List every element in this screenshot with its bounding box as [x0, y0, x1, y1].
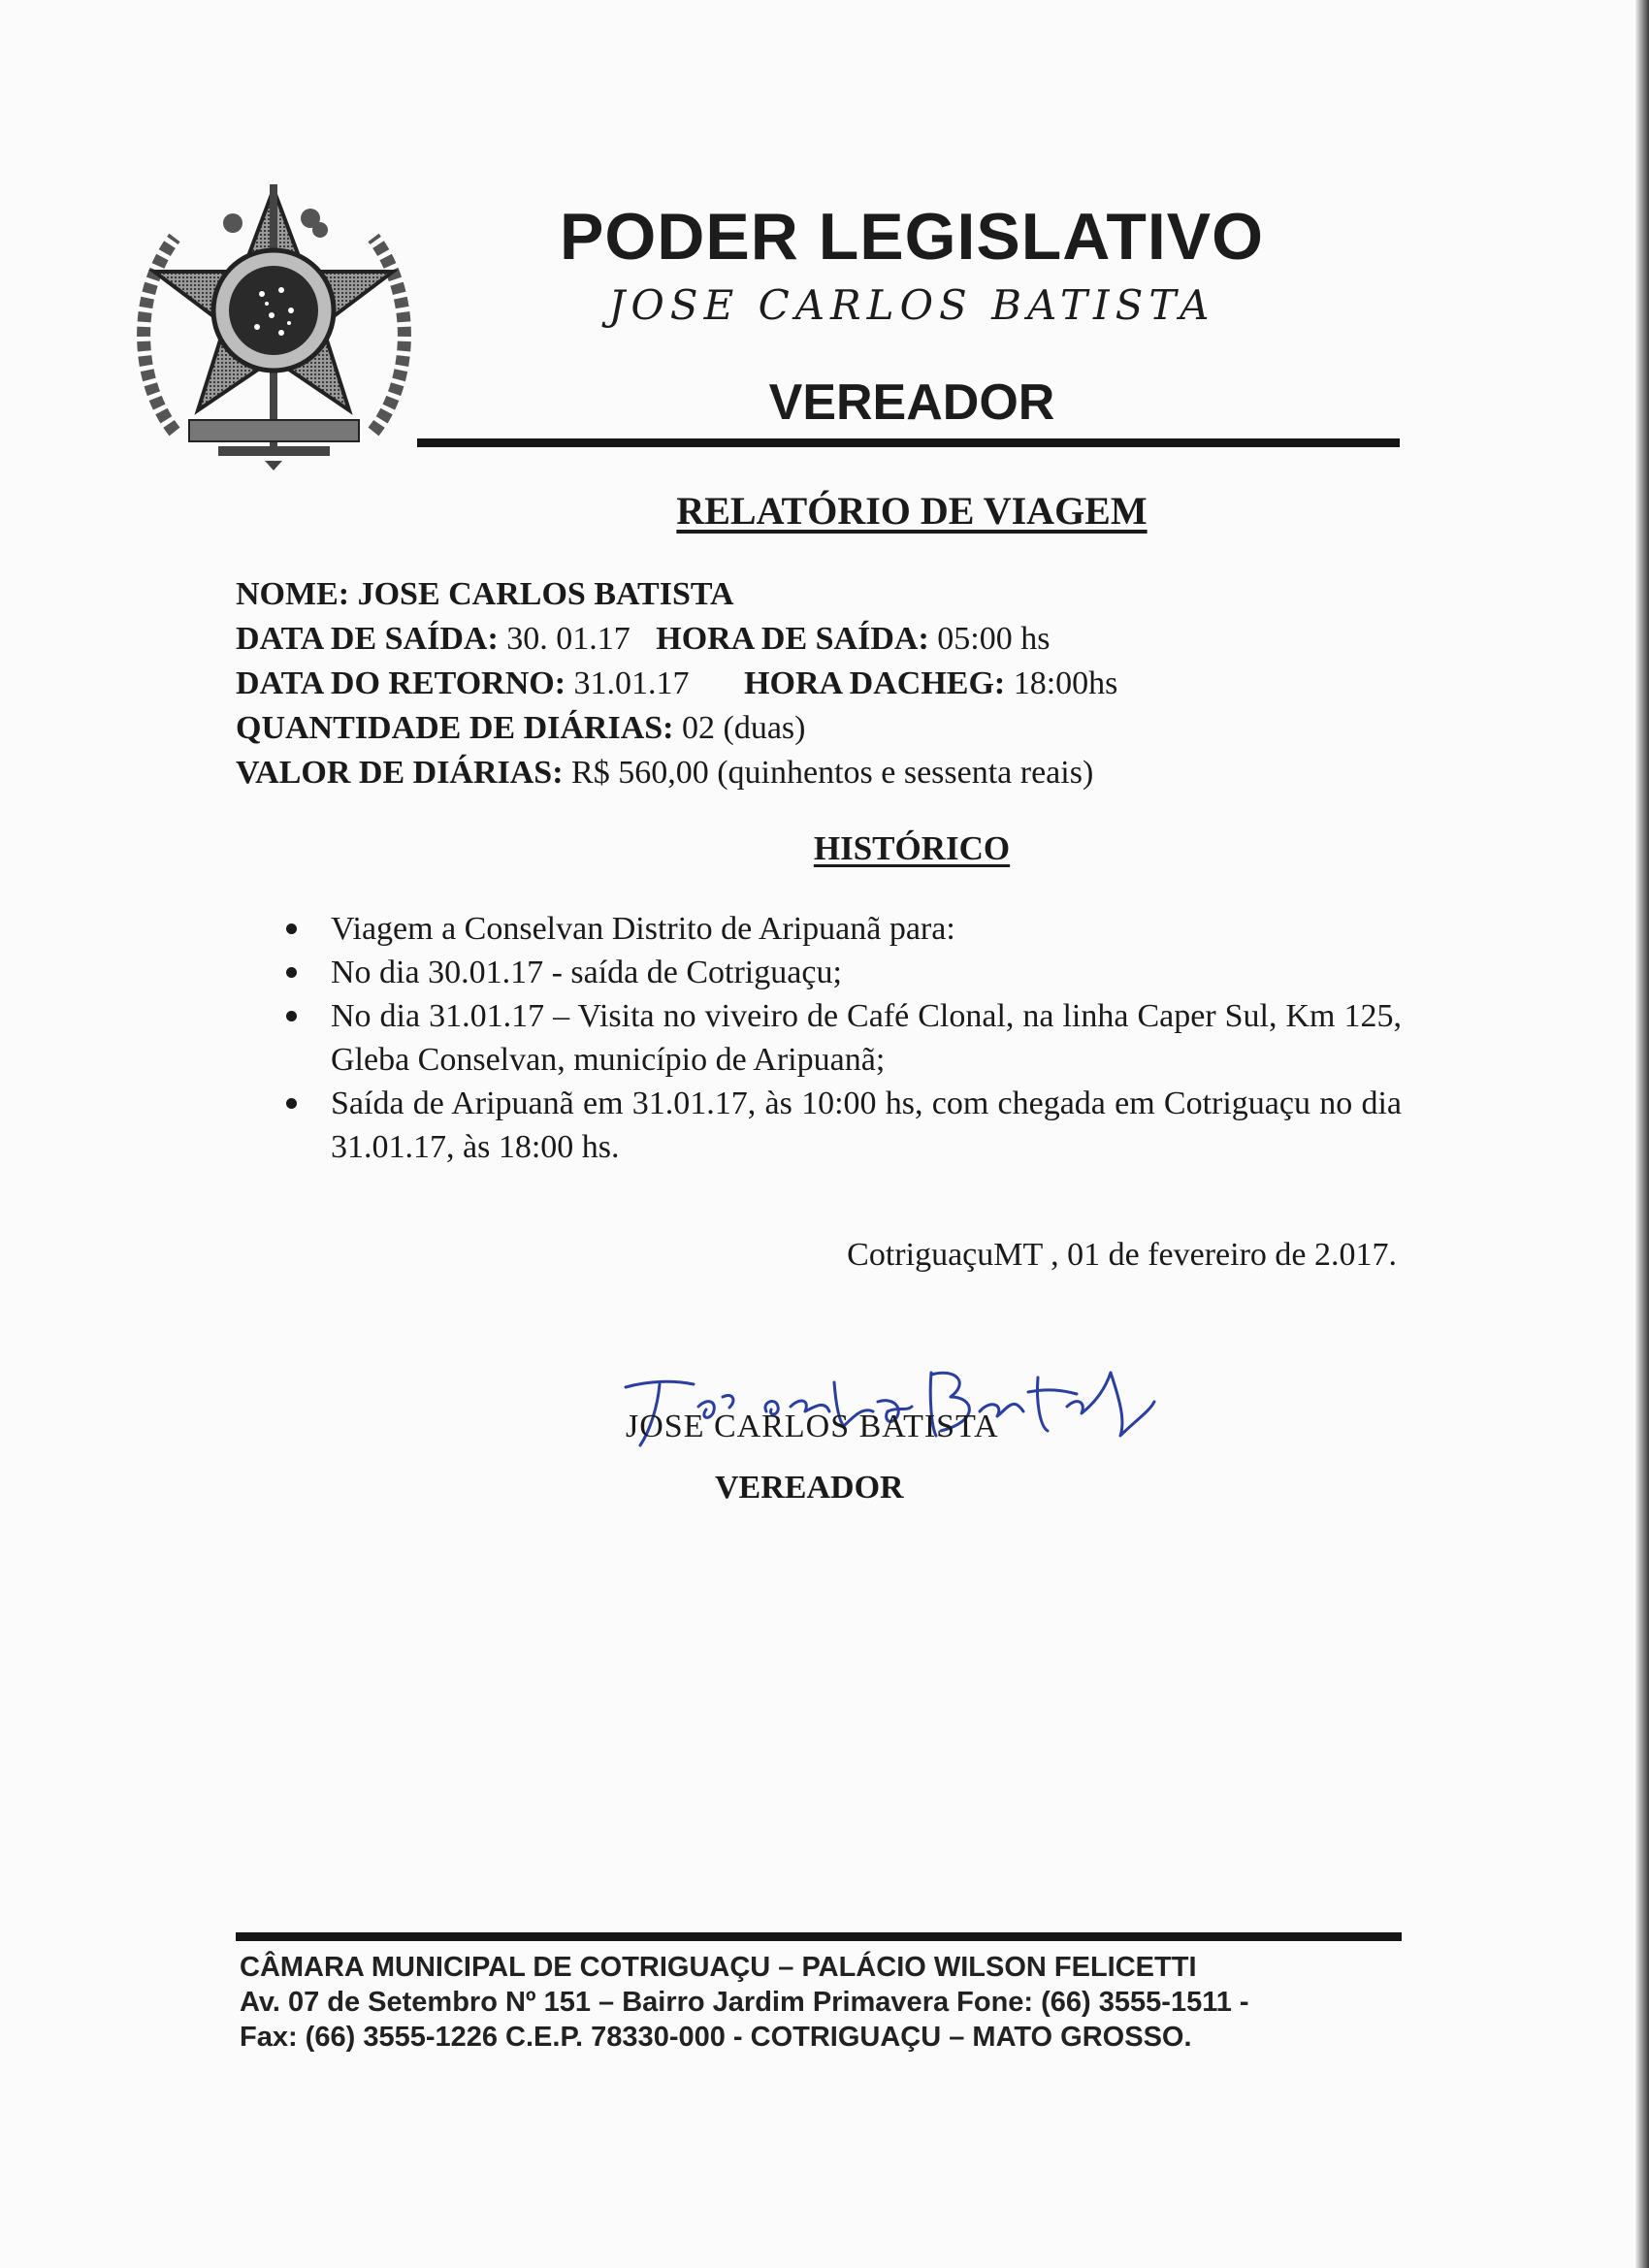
field-quantidade-label: QUANTIDADE DE DIÁRIAS: — [236, 710, 674, 746]
field-hora-saida-value: 05:00 hs — [937, 621, 1051, 657]
field-valor-value: R$ 560,00 (quinhentos e sessenta reais) — [571, 755, 1094, 791]
list-item: Saída de Aripuanã em 31.01.17, às 10:00 hs, com chegada em Cotriguaçu no dia 31.01.17, às 18:00 hs. — [286, 1082, 1402, 1169]
field-hora-cheg-label: HORA DACHEG: — [744, 665, 1006, 701]
field-nome-value: JOSE CARLOS BATISTA — [357, 576, 734, 612]
bullet-icon — [286, 967, 297, 978]
bullet-icon — [286, 1098, 297, 1109]
field-valor — [236, 751, 1400, 795]
place-date: CotriguaçuMT , 01 de fevereiro de 2.017. — [847, 1237, 1397, 1273]
footer-divider — [236, 1932, 1402, 1941]
header-role: VEREADOR — [768, 374, 1055, 431]
field-retorno-value: 31.01.17 — [573, 665, 690, 701]
list-item: Viagem a Conselvan Distrito de Aripuanã para: — [286, 907, 1402, 951]
field-retorno — [236, 662, 1400, 706]
footer-line-1: CÂMARA MUNICIPAL DE COTRIGUAÇU – PALÁCIO WILSON FELICETTI — [240, 1952, 1197, 1983]
header-name: JOSE CARLOS BATISTA — [608, 281, 1215, 329]
report-title: RELATÓRIO DE VIAGEM — [676, 489, 1148, 533]
travel-fields — [236, 572, 1400, 795]
field-saida-value: 30. 01.17 — [506, 621, 630, 657]
list-item: No dia 30.01.17 - saída de Cotriguaçu; — [286, 951, 1402, 994]
field-hora-cheg-value: 18:00hs — [1013, 665, 1118, 701]
field-saida-label: DATA DE SAÍDA: — [236, 621, 499, 657]
list-item: No dia 31.01.17 – Visita no viveiro de Café Clonal, na linha Caper Sul, Km 125, Gleba Conselvan, município de Aripuanã; — [286, 994, 1402, 1082]
field-quantidade — [236, 706, 1400, 751]
scan-edge-shadow — [1635, 0, 1649, 2268]
footer-line-2: Av. 07 de Setembro Nº 151 – Bairro Jardim Primavera Fone: (66) 3555-1511 - — [240, 1987, 1249, 2018]
coat-of-arms-icon — [136, 179, 412, 470]
header-title: PODER LEGISLATIVO — [559, 200, 1265, 274]
historico-title: HISTÓRICO — [813, 829, 1011, 867]
field-saida — [236, 617, 1400, 662]
field-hora-saida-label: HORA DE SAÍDA: — [656, 621, 929, 657]
field-quantidade-value: 02 (duas) — [682, 710, 806, 746]
signatory-name: JOSE CARLOS BATISTA — [626, 1409, 999, 1444]
field-retorno-label: DATA DO RETORNO: — [236, 665, 566, 701]
footer-line-3: Fax: (66) 3555-1226 C.E.P. 78330-000 - COTRIGUAÇU – MATO GROSSO. — [240, 2022, 1192, 2053]
field-nome — [236, 572, 1400, 617]
bullet-icon — [286, 923, 297, 934]
bullet-icon — [286, 1011, 297, 1021]
field-valor-label: VALOR DE DIÁRIAS: — [236, 755, 564, 791]
footer — [240, 1950, 1413, 2055]
signatory-role: VEREADOR — [715, 1470, 904, 1506]
field-nome-label: NOME: — [236, 576, 350, 612]
historico-list — [286, 907, 1402, 1169]
header-divider — [417, 438, 1400, 447]
